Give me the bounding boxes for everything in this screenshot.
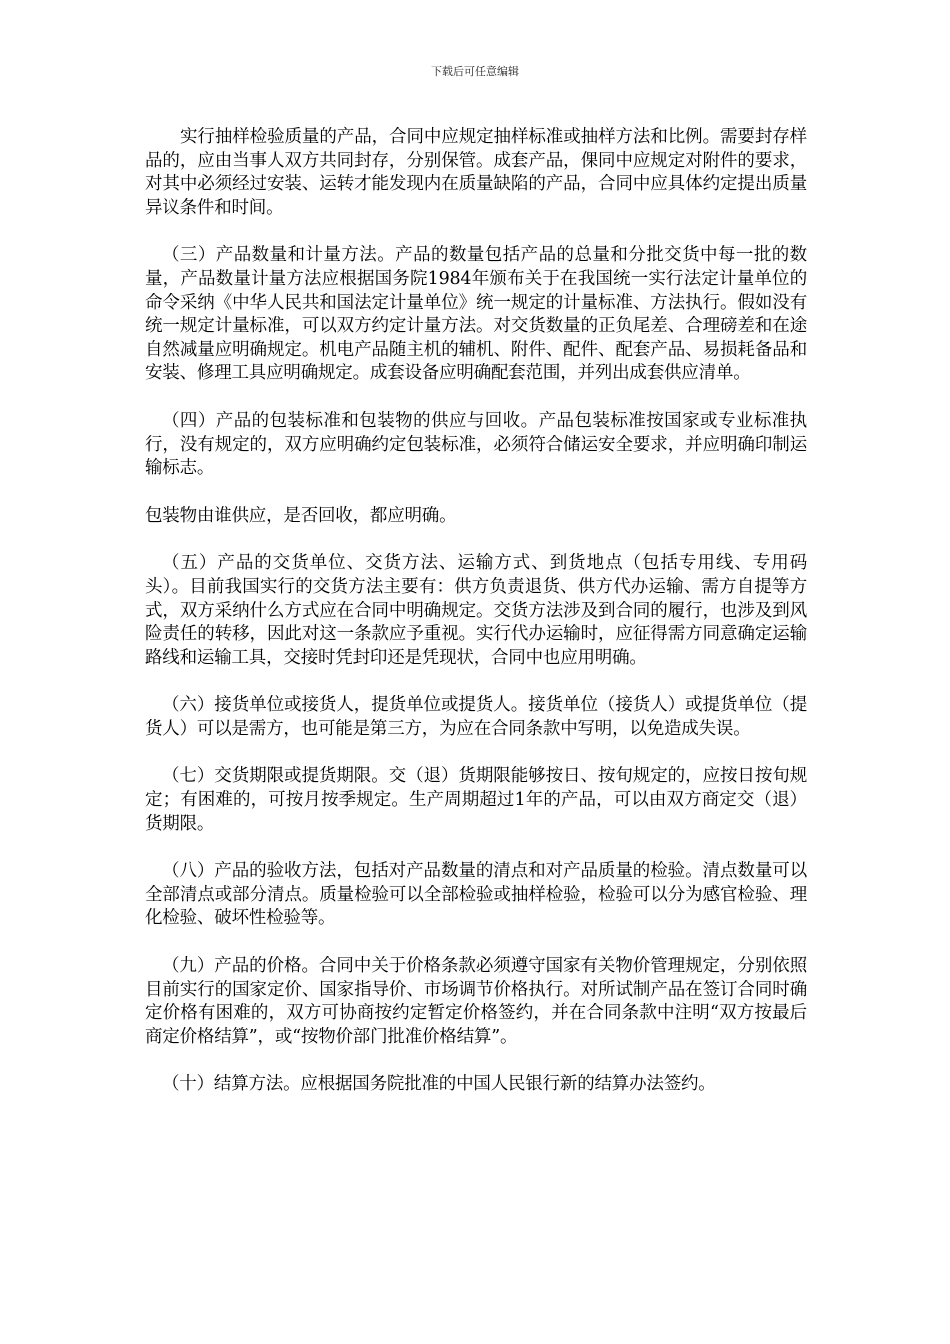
document-body	[145, 126, 807, 1097]
paragraph-receiving-unit: （六）接货单位或接货人，提货单位或提货人。接货单位（接货人）或提货单位（提货人）可以是需方，也可能是第三方，为应在合同条款中写明，以免造成失误。	[145, 695, 807, 739]
paragraph-gap	[145, 386, 807, 410]
paragraph-settlement-method: （十）结算方法。应根据国务院批准的中国人民银行新的结算办法签约。	[162, 1074, 716, 1095]
paragraph-gap	[145, 836, 807, 860]
paragraph-gap	[145, 528, 807, 552]
paragraph-delivery-deadline: （七）交货期限或提货期限。交（退）货期限能够按日、按旬规定的，应按日按旬规定；有困难的，可按月按季规定。生产周期超过1年的产品，可以由双方商定交（退）货期限。	[145, 766, 807, 834]
paragraph-delivery-method: （五）产品的交货单位、交货方法、运输方式、到货地点（包括专用线、专用码头）。目前我国实行的交货方法主要有：供方负责退货、供方代办运输、需方自提等方式，双方采纳什么方式应在合同中明确规定。交货方法涉及到合同的履行，也涉及到风险责任的转移，因此对这一条款应予重视。实行代办运输时，应征得需方同意确定运输路线和运输工具，交接时凭封印还是凭现状，合同中也应用明确。	[145, 553, 807, 668]
page-header: 下载后可任意编辑	[431, 65, 519, 78]
paragraph-gap	[145, 220, 807, 244]
paragraph-gap	[145, 1049, 807, 1073]
paragraph-sampling-inspection: 实行抽样检验质量的产品，合同中应规定抽样标准或抽样方法和比例。需要封存样品的，应由当事人双方共同封存，分别保管。成套产品，倮同中应规定对附件的要求，对其中必须经过安装、运转才能发现内在质量缺陷的产品，合同中应具体约定提出质量异议条件和时间。	[145, 127, 807, 218]
paragraph-gap	[145, 670, 807, 694]
paragraph-gap	[145, 931, 807, 955]
paragraph-packaging-supply: 包装物由谁供应，是否回收，都应明确。	[145, 505, 457, 526]
paragraph-acceptance-method: （八）产品的验收方法，包括对产品数量的清点和对产品质量的检验。清点数量可以全部清点或部分清点。质量检验可以全部检验或抽样检验，检验可以分为感官检验、理化检验、破坏性检验等。	[145, 861, 807, 929]
paragraph-product-price: （九）产品的价格。合同中关于价格条款必须遵守国家有关物价管理规定，分别依照目前实行的国家定价、国家指导价、市场调节价格执行。对所试制产品在签订合同时确定价格有困难的，双方可协商按约定暂定价格签约，并在合同条款中注明“双方按最后商定价格结算”，或“按物价部门批准价格结算”。	[145, 956, 807, 1047]
paragraph-gap	[145, 741, 807, 765]
paragraph-packaging-standard: （四）产品的包装标准和包装物的供应与回收。产品包装标准按国家或专业标准执行，没有规定的，双方应明确约定包装标准，必须符合储运安全要求，并应明确印制运输标志。	[145, 410, 807, 479]
paragraph-quantity-measurement: （三）产品数量和计量方法。产品的数量包括产品的总量和分批交货中每一批的数量，产品数量计量方法应根据国务院1984年颁布关于在我国统一实行法定计量单位的命令采纳《中华人民共和国法定计量单位》统一规定的计量标准、方法执行。假如没有统一规定计量标准，可以双方约定计量方法。对交货数量的正负尾差、合理磅差和在途自然减量应明确规定。机电产品随主机的辅机、附件、配件、配套产品、易损耗备品和安装、修理工具应明确规定。成套设备应明确配套范围，并列出成套供应清单。	[145, 245, 807, 384]
paragraph-gap	[145, 481, 807, 505]
